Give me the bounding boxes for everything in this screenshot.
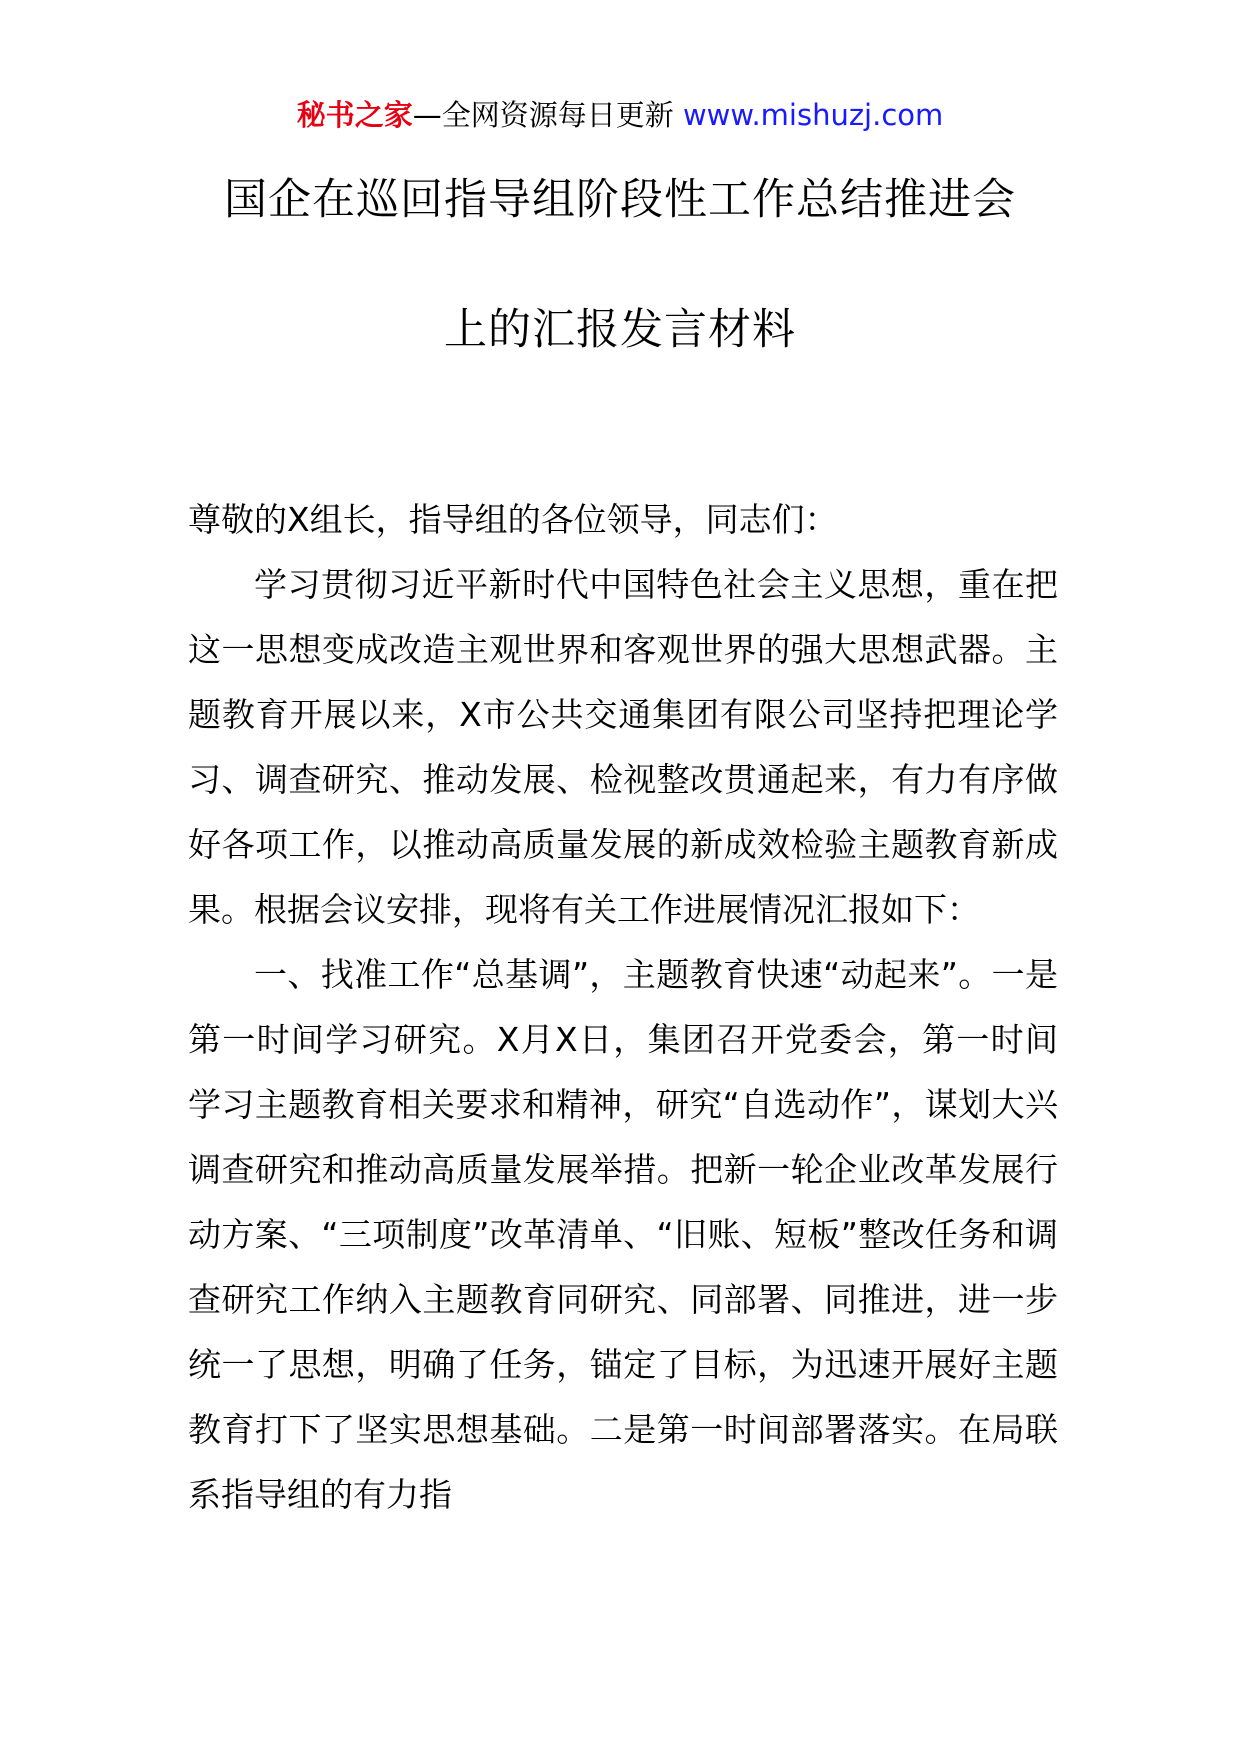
document-title-line-1: 国企在巡回指导组阶段性工作总结推进会 <box>224 175 1016 225</box>
document-title-line-2: 上的汇报发言材料 <box>444 305 796 355</box>
brand-name: 秘书之家 <box>296 98 413 132</box>
body-paragraph: 学习贯彻习近平新时代中国特色社会主义思想，重在把这一思想变成改造主观世界和客观世界的强大思想武器。主题教育开展以来，X市公共交通集团有限公司坚持把理论学习、调查研究、推动发展、检视整改贯通起来，有力有序做好各项工作，以推动高质量发展的新成效检验主题教育新成果。根据会议安排，现将有关工作进展情况汇报如下： <box>188 565 1058 929</box>
site-banner <box>0 95 1240 135</box>
salutation: 尊敬的X组长，指导组的各位领导，同志们： <box>188 500 838 539</box>
body-paragraph: 一、找准工作“总基调”，主题教育快速“动起来”。一是第一时间学习研究。X月X日，集团召开党委会，第一时间学习主题教育相关要求和精神，研究“自选动作”，谋划大兴调查研究和推动高质量发展举措。把新一轮企业改革发展行动方案、“三项制度”改革清单、“旧账、短板”整改任务和调查研究工作纳入主题教育同研究、同部署、同推进，进一步统一了思想，明确了任务，锚定了目标，为迅速开展好主题教育打下了坚实思想基础。二是第一时间部署落实。在局联系指导组的有力指 <box>188 955 1058 1514</box>
site-url-link[interactable]: www.mishuzj.com <box>682 98 944 132</box>
banner-tagline: —全网资源每日更新 <box>412 98 674 132</box>
document-body <box>188 487 1058 1527</box>
